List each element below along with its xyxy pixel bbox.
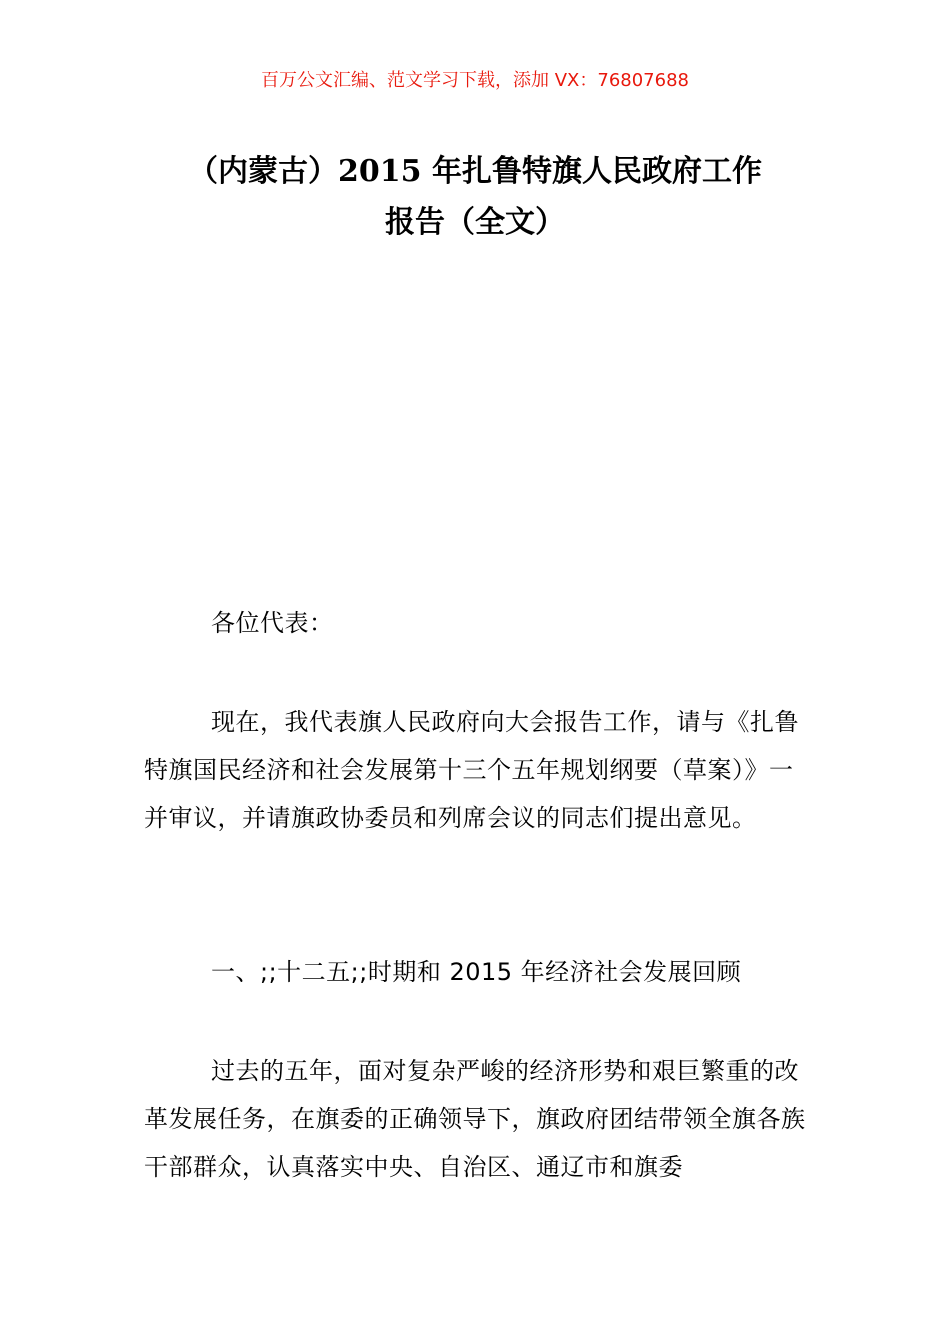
- section-heading-review: 一、;;十二五;;时期和 2015 年经济社会发展回顾: [211, 958, 742, 986]
- document-title-line-2: 报告（全文）: [385, 205, 565, 240]
- paragraph-opening: 现在，我代表旗人民政府向大会报告工作，请与《扎鲁特旗国民经济和社会发展第十三个五年规划纲要（草案）》一并审议，并请旗政协委员和列席会议的同志们提出意见。: [144, 708, 799, 832]
- document-title-line-1: （内蒙古）2015 年扎鲁特旗人民政府工作: [188, 154, 762, 189]
- header-promo-note: 百万公文汇编、范文学习下载，添加 VX：76807688: [261, 70, 689, 91]
- document-title: [120, 146, 830, 248]
- salutation: 各位代表：: [211, 609, 334, 637]
- paragraph-review: 过去的五年，面对复杂严峻的经济形势和艰巨繁重的改革发展任务，在旗委的正确领导下，旗政府团结带领全旗各族干部群众，认真落实中央、自治区、通辽市和旗委: [144, 1057, 806, 1181]
